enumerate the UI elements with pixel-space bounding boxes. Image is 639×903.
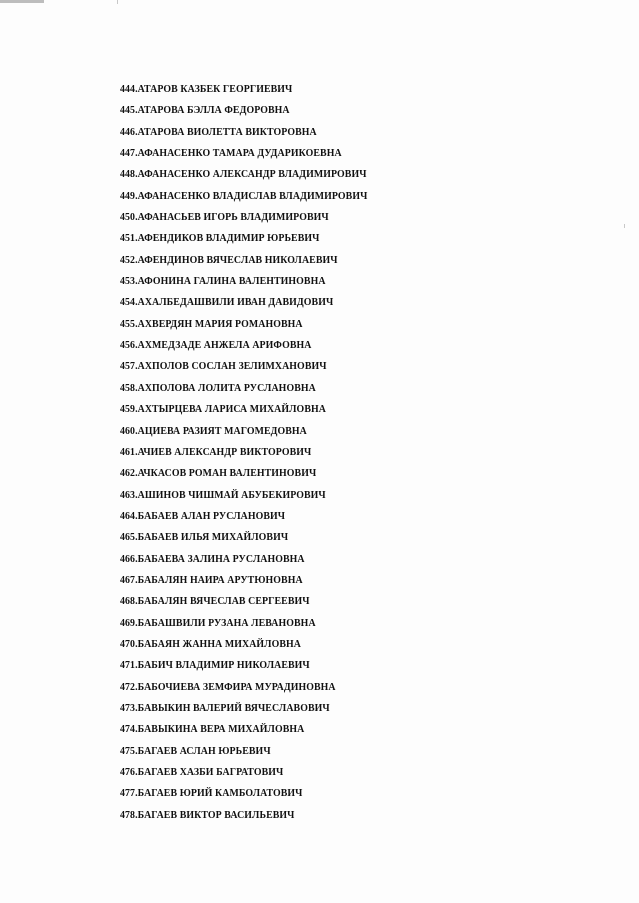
entry-number: 464 . xyxy=(120,511,138,522)
entry-name: АФАНАСЕНКО ВЛАДИСЛАВ ВЛАДИМИРОВИЧ xyxy=(137,190,368,202)
list-item xyxy=(120,446,367,467)
entry-name: БАБАЕВ ИЛЬЯ МИХАЙЛОВИЧ xyxy=(137,532,289,544)
entry-name: АЧИЕВ АЛЕКСАНДР ВИКТОРОВИЧ xyxy=(137,446,312,458)
entry-number: 455 . xyxy=(120,319,138,330)
entry-name: АТАРОВ КАЗБЕК ГЕОРГИЕВИЧ xyxy=(137,84,293,95)
list-item xyxy=(120,766,367,787)
entry-name: АЧКАСОВ РОМАН ВАЛЕНТИНОВИЧ xyxy=(137,468,317,480)
list-item xyxy=(120,723,367,744)
entry-number: 448 . xyxy=(120,169,138,180)
list-item xyxy=(120,510,367,531)
entry-name: АТАРОВА ВИОЛЕТТА ВИКТОРОВНА xyxy=(137,126,317,138)
list-item xyxy=(120,190,367,211)
entry-name: БАВЫКИНА ВЕРА МИХАЙЛОВНА xyxy=(137,724,305,736)
list-item xyxy=(120,275,367,296)
entry-number: 454 . xyxy=(120,297,138,308)
entry-name: БАБАЯН ЖАННА МИХАЙЛОВНА xyxy=(137,638,301,650)
list-item xyxy=(120,745,367,766)
entry-number: 474 . xyxy=(120,724,138,735)
list-item xyxy=(120,531,367,552)
list-item xyxy=(120,126,367,147)
entry-name: БАГАЕВ ЮРИЙ КАМБОЛАТОВИЧ xyxy=(137,788,303,800)
entry-number: 451 . xyxy=(120,233,138,244)
list-item xyxy=(120,83,367,104)
entry-name: АХПОЛОВА ЛОЛИТА РУСЛАНОВНА xyxy=(137,382,316,394)
list-item xyxy=(120,638,367,659)
entry-number: 471 . xyxy=(120,660,138,671)
name-list xyxy=(120,83,386,830)
list-item xyxy=(120,104,367,125)
entry-number: 458 . xyxy=(120,383,138,394)
entry-name: БАГАЕВ АСЛАН ЮРЬЕВИЧ xyxy=(137,745,271,757)
list-item xyxy=(120,254,367,275)
entry-number: 470 . xyxy=(120,639,138,650)
entry-number: 447 . xyxy=(120,148,138,159)
entry-number: 466 . xyxy=(120,554,138,565)
entry-name: АХМЕДЗАДЕ АНЖЕЛА АРИФОВНА xyxy=(137,340,312,352)
scan-speck xyxy=(117,0,118,4)
list-item xyxy=(120,232,367,253)
list-item xyxy=(120,659,367,680)
scan-speck xyxy=(624,224,625,228)
entry-name: АФЕНДИКОВ ВЛАДИМИР ЮРЬЕВИЧ xyxy=(137,233,320,245)
entry-number: 463 . xyxy=(120,490,138,501)
list-item xyxy=(120,382,367,403)
entry-name: АХВЕРДЯН МАРИЯ РОМАНОВНА xyxy=(137,318,303,330)
entry-name: АХАЛБЕДАШВИЛИ ИВАН ДАВИДОВИЧ xyxy=(137,297,334,309)
entry-name: БАБАЕВА ЗАЛИНА РУСЛАНОВНА xyxy=(137,553,305,565)
list-item xyxy=(120,617,367,638)
list-item xyxy=(120,147,367,168)
list-item xyxy=(120,467,367,488)
list-item xyxy=(120,681,367,702)
entry-name: БАБОЧИЕВА ЗЕМФИРА МУРАДИНОВНА xyxy=(137,681,336,693)
list-item xyxy=(120,425,367,446)
entry-name: БАБАЕВ АЛАН РУСЛАНОВИЧ xyxy=(137,510,286,522)
entry-number: 462 . xyxy=(120,468,138,479)
entry-number: 444 . xyxy=(120,84,138,95)
entry-name: БАБАЛЯН ВЯЧЕСЛАВ СЕРГЕЕВИЧ xyxy=(137,596,310,608)
entry-name: БАВЫКИН ВАЛЕРИЙ ВЯЧЕСЛАВОВИЧ xyxy=(137,702,330,714)
entry-name: АХТЫРЦЕВА ЛАРИСА МИХАЙЛОВНА xyxy=(137,404,326,416)
entry-number: 473 . xyxy=(120,703,138,714)
entry-number: 453 . xyxy=(120,276,138,287)
entry-number: 461 . xyxy=(120,447,138,458)
entry-number: 467 . xyxy=(120,575,138,586)
list-item xyxy=(120,211,367,232)
entry-number: 449 . xyxy=(120,191,138,202)
list-item xyxy=(120,787,367,808)
entry-name: АТАРОВА БЭЛЛА ФЕДОРОВНА xyxy=(137,105,290,117)
list-item xyxy=(120,296,367,317)
list-item xyxy=(120,574,367,595)
list-item xyxy=(120,489,367,510)
entry-number: 472 . xyxy=(120,682,138,693)
entry-name: БАБАЛЯН НАИРА АРУТЮНОВНА xyxy=(137,574,303,586)
entry-name: БАБАШВИЛИ РУЗАНА ЛЕВАНОВНА xyxy=(137,617,316,629)
list-item xyxy=(120,339,367,360)
entry-name: АХПОЛОВ СОСЛАН ЗЕЛИМХАНОВИЧ xyxy=(137,361,327,373)
entry-number: 476 . xyxy=(120,767,138,778)
entry-number: 450 . xyxy=(120,212,138,223)
list-item xyxy=(120,595,367,616)
list-item xyxy=(120,360,367,381)
entry-name: АЦИЕВА РАЗИЯТ МАГОМЕДОВНА xyxy=(137,425,307,437)
entry-name: АФАНАСЕНКО АЛЕКСАНДР ВЛАДИМИРОВИЧ xyxy=(137,169,367,181)
entry-number: 456 . xyxy=(120,340,138,351)
entry-number: 478 . xyxy=(120,810,138,821)
list-item xyxy=(120,318,367,339)
entry-number: 446 . xyxy=(120,127,138,138)
entry-name: БАГАЕВ ХАЗБИ БАГРАТОВИЧ xyxy=(137,767,284,778)
entry-number: 459 . xyxy=(120,404,138,415)
entry-name: АШИНОВ ЧИШМАЙ АБУБЕКИРОВИЧ xyxy=(137,489,326,501)
entry-name: АФАНАСЬЕВ ИГОРЬ ВЛАДИМИРОВИЧ xyxy=(137,212,329,224)
entry-name: БАБИЧ ВЛАДИМИР НИКОЛАЕВИЧ xyxy=(137,660,310,672)
list-item xyxy=(120,809,367,830)
entry-name: АФОНИНА ГАЛИНА ВАЛЕНТИНОВНА xyxy=(137,276,326,288)
entry-number: 457 . xyxy=(120,361,138,372)
list-item xyxy=(120,168,367,189)
entry-number: 475 . xyxy=(120,746,138,757)
entry-number: 445 . xyxy=(120,105,138,116)
entry-number: 465 . xyxy=(120,532,138,543)
entry-name: АФАНАСЕНКО ТАМАРА ДУДАРИКОЕВНА xyxy=(137,148,342,160)
list-item xyxy=(120,702,367,723)
entry-name: БАГАЕВ ВИКТОР ВАСИЛЬЕВИЧ xyxy=(137,809,295,821)
entry-number: 469 . xyxy=(120,618,138,629)
entry-name: АФЕНДИНОВ ВЯЧЕСЛАВ НИКОЛАЕВИЧ xyxy=(137,254,338,266)
entry-number: 452 . xyxy=(120,255,138,266)
list-item xyxy=(120,403,367,424)
entry-number: 460 . xyxy=(120,426,138,437)
entry-number: 468 . xyxy=(120,596,138,607)
entry-number: 477 . xyxy=(120,788,138,799)
list-item xyxy=(120,553,367,574)
scan-edge-mark xyxy=(0,0,44,3)
